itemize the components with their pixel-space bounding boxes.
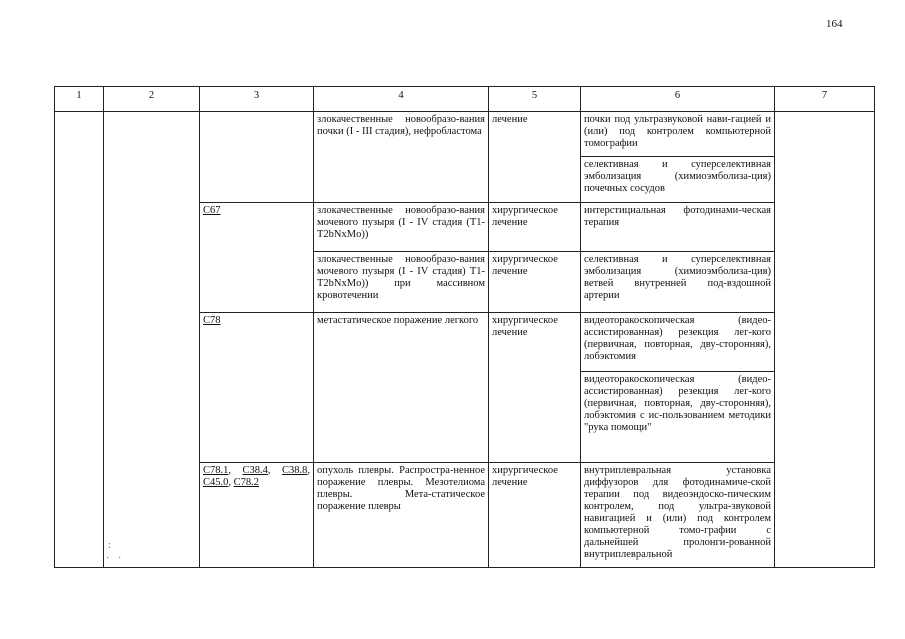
method-cell: селективная и суперселективная эмболизация (химиоэмболиза-ция) почечных сосудов — [581, 157, 775, 203]
icd-code-cell: C78.1, C38.4, C38.8, C45.0, C78.2 — [200, 463, 314, 568]
treatment-cell: хирургическое лечение — [489, 252, 581, 313]
icd-code-cell — [200, 313, 314, 463]
scan-speck: · — [106, 553, 110, 564]
header-cell-6: 6 — [581, 87, 775, 112]
method-cell: интерстициальная фотодинами-ческая терапия — [581, 203, 775, 252]
procedures-table — [54, 86, 875, 568]
col2-cell — [104, 112, 200, 568]
treatment-cell: хирургическое лечение — [489, 463, 581, 568]
col1-cell — [55, 112, 104, 568]
treatment-cell: хирургическое лечение — [489, 313, 581, 463]
icd-code-link[interactable]: C67 — [203, 205, 221, 216]
header-cell-7: 7 — [775, 87, 875, 112]
header-cell-5: 5 — [489, 87, 581, 112]
icd-code-link[interactable]: C78 — [203, 315, 221, 326]
method-cell: внутриплевральная установка диффузоров для фотодинамиче-ской терапии под видеоэндоско-пическим контролем, под ультра-звуковой навигацией и (или) под контролем компьютерной томо-графии с дальнейшей пролонги-рованной внутриплевральной — [581, 463, 775, 568]
scan-speck: : — [108, 540, 111, 551]
icd-code-link[interactable]: C45.0 — [203, 477, 229, 488]
method-cell: селективная и суперселективная эмболизация (химиоэмболиза-ция) ветвей внутренней под-вздошной артерии — [581, 252, 775, 313]
page-number: 164 — [826, 18, 843, 30]
table-row — [55, 112, 875, 157]
diagnosis-cell: злокачественные новообразо-вания мочевого пузыря (I - IV стадия (T1-T2bNxMo)) — [314, 203, 489, 252]
scan-speck: · — [118, 553, 122, 564]
icd-code-cell — [200, 203, 314, 313]
diagnosis-cell: опухоль плевры. Распростра-ненное поражение плевры. Мезотелиома плевры. Мета-статическое поражение плевры — [314, 463, 489, 568]
treatment-cell: лечение — [489, 112, 581, 203]
icd-code-cell — [200, 112, 314, 203]
treatment-cell: хирургическое лечение — [489, 203, 581, 252]
header-cell-1: 1 — [55, 87, 104, 112]
diagnosis-cell: злокачественные новообразо-вания почки (I - III стадия), нефробластома — [314, 112, 489, 203]
header-cell-3: 3 — [200, 87, 314, 112]
method-cell: видеоторакоскопическая (видео-ассистированная) резекция лег-кого (первичная, повторная, дву-сторонняя), лобэктомия — [581, 313, 775, 372]
header-row — [55, 87, 875, 112]
header-cell-2: 2 — [104, 87, 200, 112]
icd-code-link[interactable]: C38.4 — [242, 465, 268, 476]
icd-code-link[interactable]: C78.2 — [233, 477, 260, 488]
diagnosis-cell: злокачественные новообразо-вания мочевого пузыря (I - IV стадия) T1-T2bNxMo)) при массивном кровотечении — [314, 252, 489, 313]
method-cell: почки под ультразвуковой нави-гацией и (или) под контролем компьютерной томографии — [581, 112, 775, 157]
col7-cell — [775, 112, 875, 568]
diagnosis-cell: метастатическое поражение легкого — [314, 313, 489, 463]
icd-code-link[interactable]: C38.8 — [282, 465, 308, 476]
header-cell-4: 4 — [314, 87, 489, 112]
method-cell: видеоторакоскопическая (видео-ассистированная) резекция лег-кого (первичная, повторная, дву-сторонняя), лобэктомия с ис-пользованием методики "рука помощи" — [581, 372, 775, 463]
icd-code-link[interactable]: C78.1 — [203, 465, 229, 476]
